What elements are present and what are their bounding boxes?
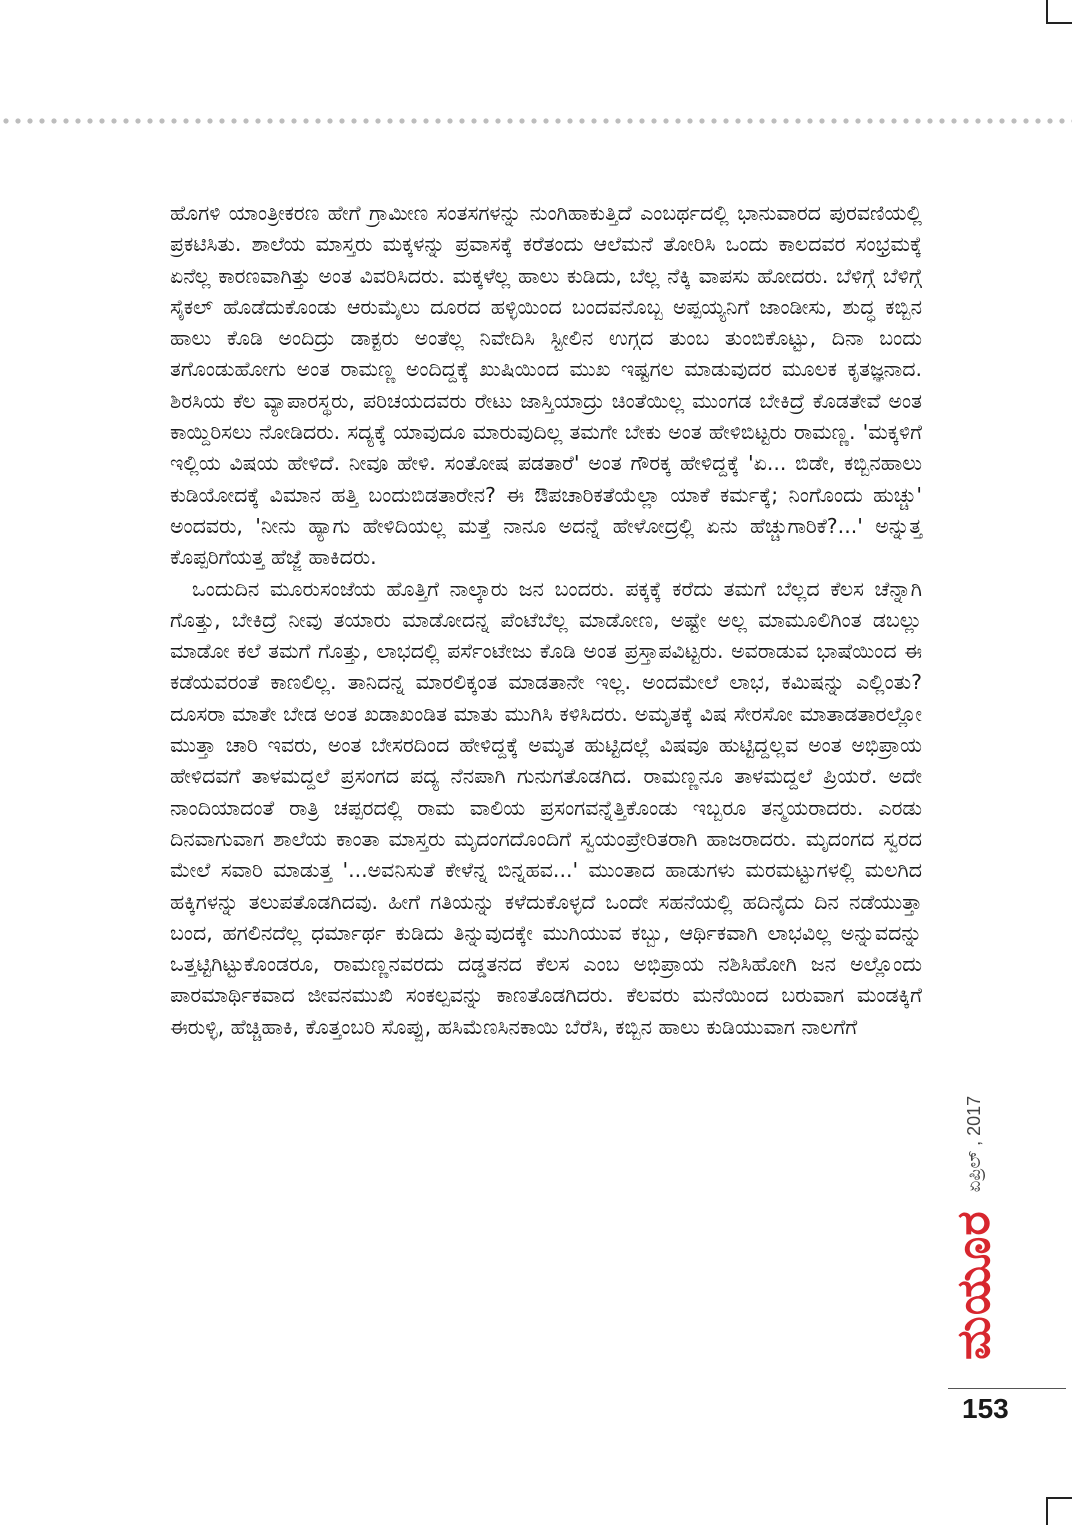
- magazine-spine-label: [946, 1096, 1002, 1360]
- crop-mark-bottom-horizontal: [1046, 1497, 1072, 1499]
- article-body: [170, 198, 922, 1043]
- article-paragraph-2: ಒಂದುದಿನ ಮೂರುಸಂಜೆಯ ಹೊತ್ತಿಗೆ ನಾಲ್ಕಾರು ಜನ ಬಂದರು. ಪಕ್ಕಕ್ಕೆ ಕರೆದು ತಮಗೆ ಬೆಲ್ಲದ ಕೆಲಸ ಚೆನ್ನಾಗಿ ಗೊತ್ತು, ಬೇಕಿದ್ರೆ ನೀವು ತಯಾರು ಮಾಡೋದನ್ನ ಪೆಂಟೆಬೆಲ್ಲ ಮಾಡೋಣ, ಅಷ್ಟೇ ಅಲ್ಲ ಮಾಮೂಲಿಗಿಂತ ಡಬಲ್ಲು ಮಾಡೋ ಕಲೆ ತಮಗೆ ಗೊತ್ತು, ಲಾಭದಲ್ಲಿ ಪರ್ಸೆಂಟೇಜು ಕೊಡಿ ಅಂತ ಪ್ರಸ್ತಾಪವಿಟ್ಟರು. ಅವರಾಡುವ ಭಾಷೆಯಿಂದ ಈ ಕಡೆಯವರಂತೆ ಕಾಣಲಿಲ್ಲ. ತಾನಿದನ್ನ ಮಾರಲಿಕ್ಕಂತ ಮಾಡತಾನೇ ಇಲ್ಲ. ಅಂದಮೇಲೆ ಲಾಭ, ಕಮಿಷನ್ನು ಎಲ್ಲಿಂತು? ದೂಸರಾ ಮಾತೇ ಬೇಡ ಅಂತ ಖಡಾಖಂಡಿತ ಮಾತು ಮುಗಿಸಿ ಕಳಿಸಿದರು. ಅಮೃತಕ್ಕೆ ವಿಷ ಸೇರಸೋ ಮಾತಾಡತಾರಲ್ಲೋ ಮುತ್ತಾ ಚಾರಿ ಇವರು, ಅಂತ ಬೇಸರದಿಂದ ಹೇಳಿದ್ದಕ್ಕೆ ಅಮೃತ ಹುಟ್ಟಿದಲ್ಲೆ ವಿಷವೂ ಹುಟ್ಟಿದ್ದಲ್ಲವ ಅಂತ ಅಭಿಪ್ರಾಯ ಹೇಳಿದವಗೆ ತಾಳಮದ್ದಲೆ ಪ್ರಸಂಗದ ಪದ್ಯ ನೆನಪಾಗಿ ಗುನುಗತೊಡಗಿದ. ರಾಮಣ್ಣನೂ ತಾಳಮದ್ದಲೆ ಪ್ರಿಯರೆ. ಅದೇ ನಾಂದಿಯಾದಂತೆ ರಾತ್ರಿ ಚಪ್ಪರದಲ್ಲಿ ರಾಮ ವಾಲಿಯ ಪ್ರಸಂಗವನ್ನೆತ್ತಿಕೊಂಡು ಇಬ್ಬರೂ ತನ್ಮಯರಾದರು. ಎರಡು ದಿನವಾಗುವಾಗ ಶಾಲೆಯ ಕಾಂತಾ ಮಾಸ್ತರು ಮೃದಂಗದೊಂದಿಗೆ ಸ್ವಯಂಪ್ರೇರಿತರಾಗಿ ಹಾಜರಾದರು. ಮೃದಂಗದ ಸ್ವರದ ಮೇಲೆ ಸವಾರಿ ಮಾಡುತ್ತ '...ಅವನಿಸುತೆ ಕೇಳೆನ್ನ ಬಿನ್ನಹವ...' ಮುಂತಾದ ಹಾಡುಗಳು ಮರಮಟ್ಟುಗಳಲ್ಲಿ ಮಲಗಿದ ಹಕ್ಕಿಗಳನ್ನು ತಲುಪತೊಡಗಿದವು. ಹೀಗೆ ಗತಿಯನ್ನು ಕಳೆದುಕೊಳ್ಳದೆ ಒಂದೇ ಸಹನೆಯಲ್ಲಿ ಹದಿನೈದು ದಿನ ನಡೆಯುತ್ತಾ ಬಂದ, ಹಗಲಿನದೆಲ್ಲ ಧರ್ಮಾರ್ಥ ಕುಡಿದು ತಿನ್ನುವುದಕ್ಕೇ ಮುಗಿಯುವ ಕಬ್ಬು, ಆರ್ಥಿಕವಾಗಿ ಲಾಭವಿಲ್ಲ ಅನ್ನುವದನ್ನು ಒತ್ತಟ್ಟಿಗಿಟ್ಟುಕೊಂಡರೂ, ರಾಮಣ್ಣನವರದು ದಡ್ಡತನದ ಕೆಲಸ ಎಂಬ ಅಭಿಪ್ರಾಯ ನಶಿಸಿಹೋಗಿ ಜನ ಅಲ್ಲೊಂದು ಪಾರಮಾರ್ಥಿಕವಾದ ಜೀವನಮುಖಿ ಸಂಕಲ್ಪವನ್ನು ಕಾಣತೊಡಗಿದರು. ಕೆಲವರು ಮನೆಯಿಂದ ಬರುವಾಗ ಮಂಡಕ್ಕಿಗೆ ಈರುಳ್ಳಿ, ಹೆಚ್ಚಿಹಾಕಿ, ಕೊತ್ತಂಬರಿ ಸೊಪ್ಪು, ಹಸಿಮೆಣಸಿನಕಾಯಿ ಬೆರೆಸಿ, ಕಬ್ಬಿನ ಹಾಲು ಕುಡಿಯುವಾಗ ನಾಲಗೆಗೆ: [170, 576, 922, 1039]
- crop-mark-bottom-vertical: [1046, 1497, 1048, 1525]
- crop-mark-top-vertical: [1046, 0, 1048, 24]
- page-number: 153: [962, 1393, 1009, 1424]
- article-paragraph-1: ಹೊಗಳಿ ಯಾಂತ್ರೀಕರಣ ಹೇಗೆ ಗ್ರಾಮೀಣ ಸಂತಸಗಳನ್ನು ನುಂಗಿಹಾಕುತ್ತಿದೆ ಎಂಬರ್ಥದಲ್ಲಿ ಭಾನುವಾರದ ಪುರವಣಿಯಲ್ಲಿ ಪ್ರಕಟಿಸಿತು. ಶಾಲೆಯ ಮಾಸ್ತರು ಮಕ್ಕಳನ್ನು ಪ್ರವಾಸಕ್ಕೆ ಕರೆತಂದು ಆಲೆಮನೆ ತೋರಿಸಿ ಒಂದು ಕಾಲದವರ ಸಂಭ್ರಮಕ್ಕೆ ಏನೆಲ್ಲ ಕಾರಣವಾಗಿತ್ತು ಅಂತ ವಿವರಿಸಿದರು. ಮಕ್ಕಳೆಲ್ಲ ಹಾಲು ಕುಡಿದು, ಬೆಲ್ಲ ನೆಕ್ಕಿ ವಾಪಸು ಹೋದರು. ಬೆಳಿಗ್ಗೆ ಬೆಳಿಗ್ಗೆ ಸೈಕಲ್ ಹೊಡೆದುಕೊಂಡು ಆರುಮೈಲು ದೂರದ ಹಳ್ಳಿಯಿಂದ ಬಂದವನೊಬ್ಬ ಅಪ್ಪಯ್ಯನಿಗೆ ಜಾಂಡೀಸು, ಶುದ್ಧ ಕಬ್ಬಿನ ಹಾಲು ಕೊಡಿ ಅಂದಿದ್ರು ಡಾಕ್ಟರು ಅಂತೆಲ್ಲ ನಿವೇದಿಸಿ ಸ್ಟೀಲಿನ ಉಗ್ಗದ ತುಂಬ ತುಂಬಿಕೊಟ್ಟು, ದಿನಾ ಬಂದು ತಗೊಂಡುಹೋಗು ಅಂತ ರಾಮಣ್ಣ ಅಂದಿದ್ದಕ್ಕೆ ಖುಷಿಯಿಂದ ಮುಖ ಇಷ್ಟಗಲ ಮಾಡುವುದರ ಮೂಲಕ ಕೃತಜ್ಞನಾದ. ಶಿರಸಿಯ ಕೆಲ ವ್ಯಾಪಾರಸ್ಥರು, ಪರಿಚಯದವರು ರೇಟು ಜಾಸ್ತಿಯಾದ್ರು ಚಿಂತೆಯಿಲ್ಲ ಮುಂಗಡ ಬೇಕಿದ್ರೆ ಕೊಡತೇವೆ ಅಂತ ಕಾಯ್ದಿರಿಸಲು ನೋಡಿದರು. ಸದ್ಯಕ್ಕೆ ಯಾವುದೂ ಮಾರುವುದಿಲ್ಲ ತಮಗೇ ಬೇಕು ಅಂತ ಹೇಳಿಬಿಟ್ಟರು ರಾಮಣ್ಣ. 'ಮಕ್ಕಳಿಗೆ ಇಲ್ಲಿಯ ವಿಷಯ ಹೇಳಿದೆ. ನೀವೂ ಹೇಳಿ. ಸಂತೋಷ ಪಡತಾರೆ' ಅಂತ ಗೌರಕ್ಕ ಹೇಳಿದ್ದಕ್ಕೆ 'ಏ... ಬಿಡೇ, ಕಬ್ಬಿನಹಾಲು ಕುಡಿಯೋದಕ್ಕೆ ವಿಮಾನ ಹತ್ತಿ ಬಂದುಬಿಡತಾರೇನ? ಈ ಔಪಚಾರಿಕತೆಯೆಲ್ಲಾ ಯಾಕೆ ಕರ್ಮಕ್ಕೆ; ನಿಂಗೊಂದು ಹುಚ್ಚು' ಅಂದವರು, 'ನೀನು ಹ್ಯಾಗು ಹೇಳಿದಿಯಲ್ಲ ಮತ್ತೆ ನಾನೂ ಅದನ್ನೆ ಹೇಳೋದ್ರಲ್ಲಿ ಏನು ಹೆಚ್ಚುಗಾರಿಕೆ?...' ಅನ್ನುತ್ತ ಕೊಪ್ಪರಿಗೆಯತ್ತ ಹೆಜ್ಜೆ ಹಾಕಿದರು.: [170, 201, 922, 570]
- issue-date: ಏಪ್ರಿಲ್ , 2017: [963, 1095, 984, 1193]
- page-number-rule: [948, 1388, 1066, 1389]
- dotted-header-rule: [0, 117, 1072, 125]
- magazine-logo: ಮಯೂರ: [946, 1210, 1000, 1360]
- crop-mark-top-horizontal: [1046, 22, 1072, 24]
